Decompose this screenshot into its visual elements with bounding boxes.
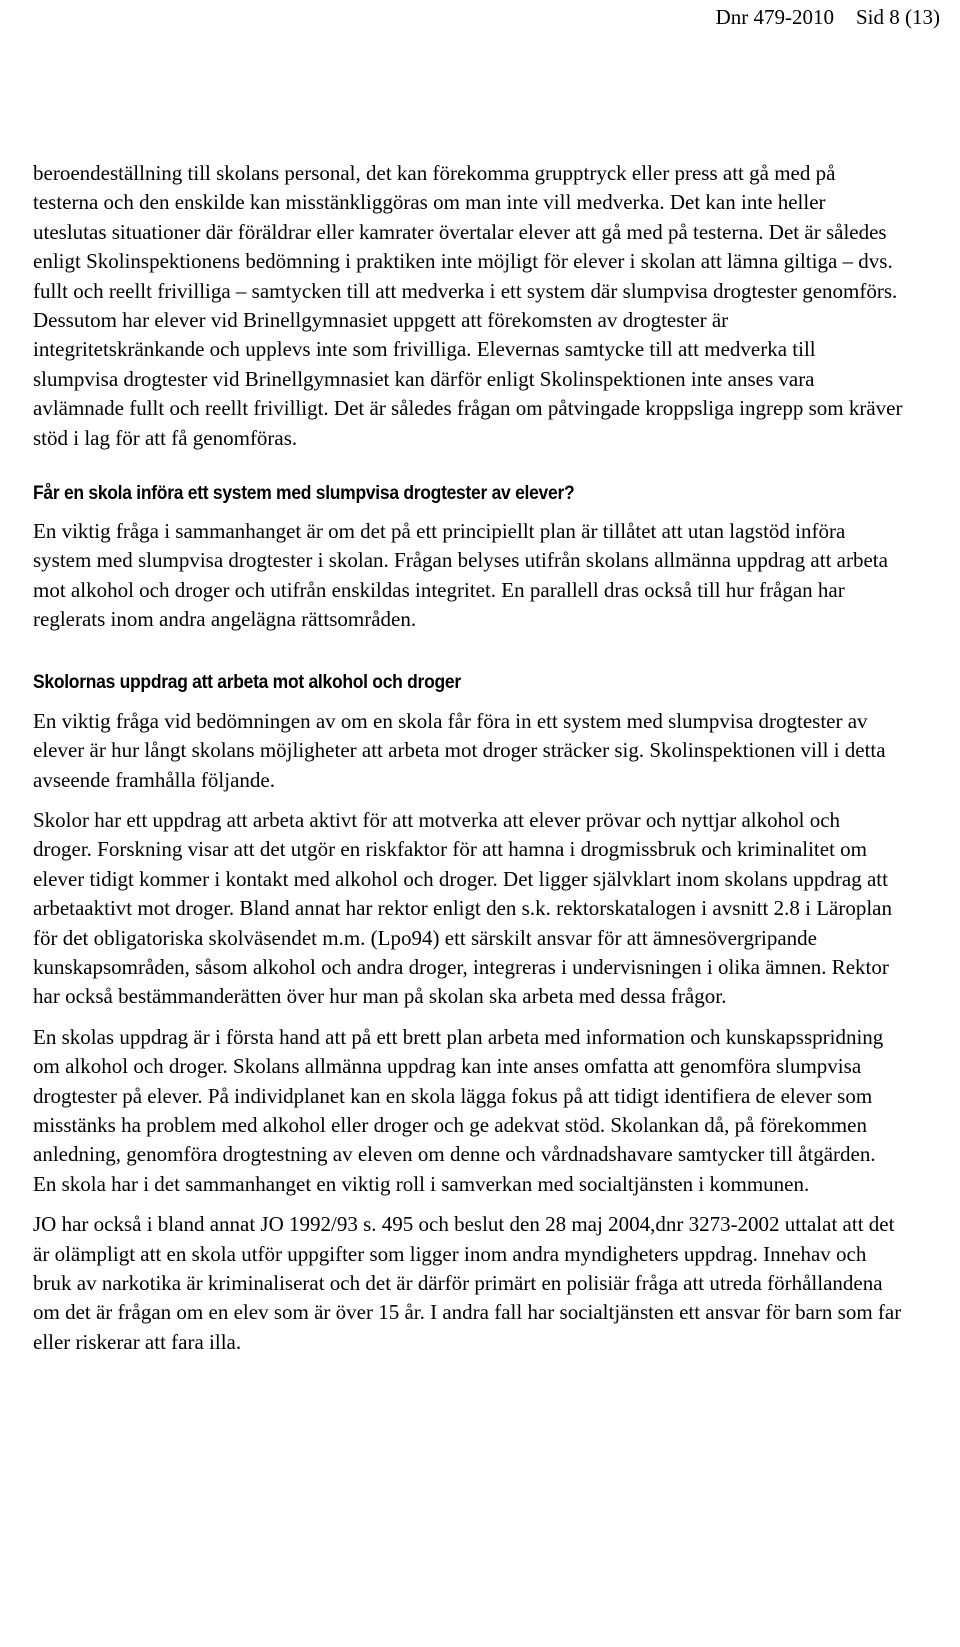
paragraph-assessment: En viktig fråga vid bedömningen av om en skola får föra in ett system med slumpvisa drogtester av elever är hur långt skolans möjligheter att arbeta mot droger sträcker sig. Skolinspektionen vill i detta avseende framhålla följande. [33, 708, 886, 792]
paragraph-jo-statement: JO har också i bland annat JO 1992/93 s. 495 och beslut den 28 maj 2004,dnr 3273-2002 uttalat att det är olämpligt att en skola utför uppgifter som ligger inom andra myndigheters uppdrag. Innehav och bruk av narkotika är kriminaliserat och det är därför primärt en polisiär fråga att utreda förhållandena om det är frågan om en elev som är över 15 år. I andra fall har socialtjänsten ett ansvar för barn som far eller riskerar att fara illa. [33, 1212, 902, 1354]
paragraph-consent: beroendeställning till skolans personal, det kan förekomma grupptryck eller press att gå med på testerna och den enskilde kan misstänkliggöras om man inte vill medverka. Det kan inte heller uteslutas situationer där föräldrar eller kamrater övertalar elever att gå med på testerna. Det är således enligt Skolinspektionens bedömning i praktiken inte möjligt för elever i skolan att lämna giltiga – dvs. fullt och reellt frivilliga – samtycken till att medverka i ett system där slumpvisa drogtester genomförs. Dessutom har elever vid Brinellgymnasiet uppgett att förekomsten av drogtester är integritetskränkande och upplevs inte som frivilliga. Elevernas samtycke till att medverka till slumpvisa drogtester vid Brinellgymnasiet kan därför enligt Skolinspektionen inte anses vara avlämnade fullt och reellt frivilligt. Det är således frågan om påtvingade kroppsliga ingrepp som kräver stöd i lag för att få genomföras. [33, 161, 903, 450]
document-body [33, 159, 903, 1357]
section-heading-drug-tests: Får en skola införa ett system med slumpvisa drogtester av elever? [33, 483, 575, 505]
page-number: Sid 8 (13) [856, 5, 940, 29]
document-number: Dnr 479-2010 [715, 5, 834, 29]
paragraph-school-mission: Skolor har ett uppdrag att arbeta aktivt för att motverka att elever prövar och nyttjar alkohol och droger. Forskning visar att det utgör en riskfaktor för att hamna i drogmissbruk och kriminalitet om elever tidigt kommer i kontakt med alkohol och droger. Det ligger självklart inom skolans uppdrag att arbetaaktivt mot droger. Bland annat har rektor enligt den s.k. rektorskatalogen i avsnitt 2.8 i Läroplan för det obligatoriska skolväsendet m.m. (Lpo94) ett särskilt ansvar för att ämnesövergripande kunskapsområden, såsom alkohol och andra droger, integreras i undervisningen i olika ämnen. Rektor har också bestämmanderätten över hur man på skolan ska arbeta med dessa frågor. [33, 807, 893, 1009]
paragraph-school-scope: En skolas uppdrag är i första hand att på ett brett plan arbeta med information och kunskapsspridning om alkohol och droger. Skolans allmänna uppdrag kan inte anses omfatta att genomföra slumpvisa drogtester på elever. På individplanet kan en skola lägga fokus på att tidigt identifiera de elever som misstänks ha problem med alkohol eller droger och ge adekvat stöd. Skolankan då, på förekommen anledning, genomföra drogtestning av eleven om denne och vårdnadshavare samtycker till åtgärden. En skola har i det sammanhanget en viktig roll i samverkan med socialtjänsten i kommunen. [33, 1024, 884, 1196]
section-heading-school-mission: Skolornas uppdrag att arbeta mot alkohol och droger [33, 671, 461, 693]
page-header [716, 3, 940, 31]
paragraph-principal-question: En viktig fråga i sammanhanget är om det på ett principiellt plan är tillåtet att utan lagstöd införa system med slumpvisa drogtester i skolan. Frågan belyses utifrån skolans allmänna uppdrag att arbeta mot alkohol och droger och utifrån enskildas integritet. En parallell dras också till hur frågan har reglerats inom andra angelägna rättsområden. [33, 519, 888, 632]
